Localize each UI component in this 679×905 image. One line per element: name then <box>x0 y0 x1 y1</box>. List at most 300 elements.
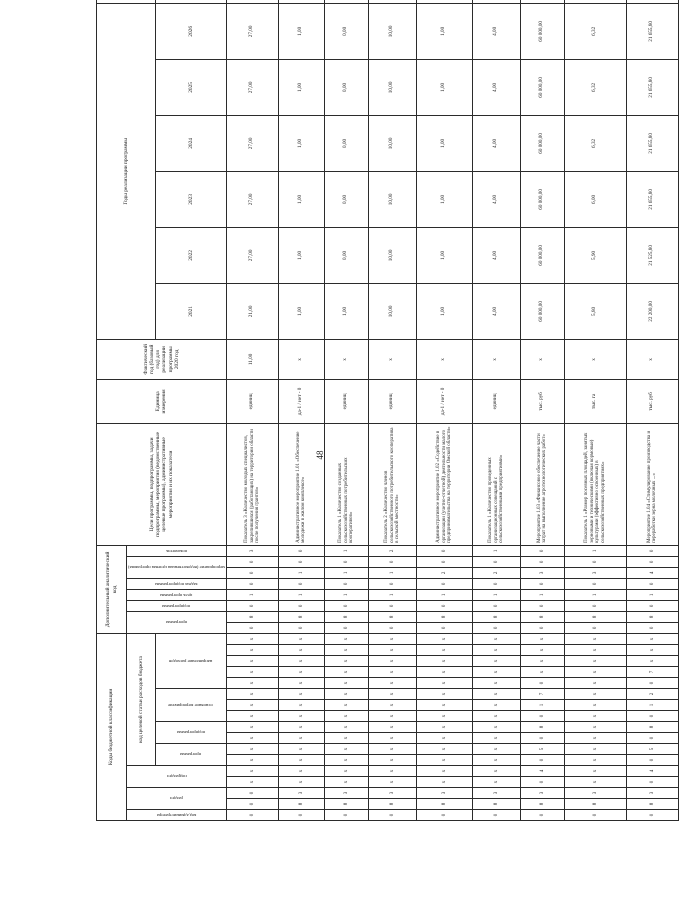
row-year-value: 60 000,00 <box>520 59 564 115</box>
budget-code-cell: 5 <box>626 744 678 755</box>
budget-code-cell: 0 <box>520 755 564 766</box>
year-header: 2024 <box>155 115 226 171</box>
budget-code-cell: x <box>416 711 472 722</box>
budget-code-cell: x <box>472 633 520 644</box>
budget-code-cell: x <box>564 777 626 788</box>
additional-code-cell: 0 <box>626 545 678 556</box>
budget-code-cell: 3 <box>368 788 416 799</box>
additional-code-cell: 1 <box>324 567 368 578</box>
row-name: Показатель 2 «Количество членов сельскохозяйственного потребительского кооператива в сельской местности» <box>368 423 416 545</box>
row-year-value: 1,00 <box>416 115 472 171</box>
document-sheet <box>96 16 658 821</box>
budget-code-cell: 0 <box>520 711 564 722</box>
budget-code-cell: x <box>520 656 564 667</box>
additional-code-cell: 1 <box>472 589 520 600</box>
budget-code-cell: x <box>520 633 564 644</box>
row-year-value: 0,00 <box>324 59 368 115</box>
budget-code-cell: x <box>324 656 368 667</box>
additional-code-cell: 0 <box>278 545 324 556</box>
row-year-value: 60 000,00 <box>520 283 564 339</box>
row-year-value: 1,00 <box>278 171 324 227</box>
row-fact-year-value: x <box>564 339 626 379</box>
budget-code-cell: 0 <box>416 810 472 821</box>
budget-code-cell: x <box>564 667 626 678</box>
additional-code-cell: 1 <box>324 545 368 556</box>
budget-code-cell: x <box>416 766 472 777</box>
unit-column-header: Единица измерения <box>97 379 227 423</box>
budget-code-cell: x <box>226 667 278 678</box>
budget-code-cell: x <box>324 744 368 755</box>
table-row <box>472 0 520 821</box>
additional-code-cell: 1 <box>626 589 678 600</box>
year-header: 2021 <box>155 283 226 339</box>
additional-code-cell: 8 <box>278 611 324 622</box>
program-indicators-table <box>96 0 679 821</box>
page-number: 48 <box>315 450 325 460</box>
row-year-value: 6,00 <box>564 171 626 227</box>
additional-code-cell: 0 <box>520 600 564 611</box>
additional-code-cell: 0 <box>226 578 278 589</box>
additional-code-cell: 0 <box>368 600 416 611</box>
budget-code-cell: 8 <box>520 799 564 810</box>
additional-code-cell: 8 <box>520 611 564 622</box>
budget-code-cell: x <box>278 678 324 689</box>
row-year-value: 0,00 <box>324 115 368 171</box>
budget-code-cell: x <box>368 667 416 678</box>
additional-code-cell: 0 <box>368 578 416 589</box>
row-year-value: 1,00 <box>278 59 324 115</box>
budget-code-cell: x <box>278 777 324 788</box>
table-row <box>368 0 416 821</box>
additional-code-cell: 0 <box>324 600 368 611</box>
budget-code-cell: x <box>564 645 626 656</box>
budget-code-cell: x <box>324 645 368 656</box>
additional-code-cell: 1 <box>324 589 368 600</box>
budget-code-cell: 0 <box>626 711 678 722</box>
budget-code-cell: x <box>564 700 626 711</box>
additional-code-cell: 0 <box>626 556 678 567</box>
additional-code-cell: 0 <box>520 556 564 567</box>
col-header-section: раздел <box>170 796 183 802</box>
row-unit: единиц <box>472 379 520 423</box>
budget-code-cell: 7 <box>626 667 678 678</box>
budget-code-cell: x <box>520 667 564 678</box>
budget-code-cell: x <box>472 678 520 689</box>
additional-code-cell: 8 <box>564 611 626 622</box>
budget-code-cell: x <box>324 700 368 711</box>
table-row <box>278 0 324 821</box>
budget-code-cell: x <box>324 777 368 788</box>
additional-code-cell: 2 <box>368 545 416 556</box>
row-year-value: 10,00 <box>368 59 416 115</box>
row-unit: единиц <box>324 379 368 423</box>
budget-code-cell: 0 <box>564 810 626 821</box>
budget-code-cell: 0 <box>520 810 564 821</box>
additional-code-cell: 3 <box>520 567 564 578</box>
budget-code-cell: x <box>368 678 416 689</box>
col-header-program-goal: цель программы <box>160 592 193 598</box>
row-year-value: 21 525,80 <box>626 227 678 283</box>
row-fact-year-value: x <box>472 339 520 379</box>
additional-code-cell: 0 <box>226 622 278 633</box>
additional-code-cell: 2 <box>416 567 472 578</box>
budget-code-cell: x <box>368 722 416 733</box>
additional-code-cell: 0 <box>226 567 278 578</box>
row-year-value: 4,00 <box>472 3 520 59</box>
budget-code-cell: x <box>564 678 626 689</box>
row-year-value: 21 655,80 <box>626 59 678 115</box>
budget-code-cell: 0 <box>226 810 278 821</box>
row-year-value: 60 000,00 <box>520 3 564 59</box>
row-unit: единиц <box>226 379 278 423</box>
row-year-value: 1,00 <box>416 171 472 227</box>
additional-code-cell: 4 <box>626 567 678 578</box>
row-year-value: 1,00 <box>278 115 324 171</box>
row-year-value: 21 655,80 <box>626 171 678 227</box>
budget-code-cell: x <box>226 633 278 644</box>
row-year-value: 10,00 <box>368 171 416 227</box>
additional-code-cell: 1 <box>278 589 324 600</box>
budget-code-cell: 4 <box>626 766 678 777</box>
row-year-value: 1,00 <box>416 227 472 283</box>
row-unit: тыс. руб <box>520 379 564 423</box>
additional-code-cell: 0 <box>416 545 472 556</box>
budget-code-cell: 7 <box>520 689 564 700</box>
additional-code-cell: 0 <box>520 578 564 589</box>
budget-code-cell: 8 <box>564 799 626 810</box>
budget-code-cell: x <box>368 733 416 744</box>
budget-code-cell: 8 <box>520 722 564 733</box>
years-group-header: Годы реализации программы <box>97 3 156 339</box>
additional-code-cell: 1 <box>564 545 626 556</box>
row-year-value: 27,00 <box>226 59 278 115</box>
additional-code-cell: 8 <box>368 611 416 622</box>
budget-code-cell: x <box>278 722 324 733</box>
budget-code-cell: x <box>324 689 368 700</box>
additional-code-cell: 0 <box>324 556 368 567</box>
budget-code-cell: x <box>564 766 626 777</box>
final-value-column-header <box>97 0 156 3</box>
table-row <box>564 0 626 821</box>
budget-code-cell: 0 <box>626 678 678 689</box>
budget-code-cell: 0 <box>324 810 368 821</box>
row-name: Показатель 1 «Количество проведенных организационных совещаний с сельскохозяйственными предприятиями» <box>472 423 520 545</box>
row-fact-year-value: x <box>324 339 368 379</box>
row-final-value <box>564 0 626 3</box>
row-name: Показатель 1 «Размер посевных площадей, занятых зерновыми и техническими (включая кормовые) культурами (эффективно освоенных) в сельскохозяйственных предприятиях» <box>564 423 626 545</box>
row-year-value: 10,00 <box>368 115 416 171</box>
budget-code-cell: 0 <box>278 810 324 821</box>
budget-code-cell: x <box>324 711 368 722</box>
budget-code-cell: 0 <box>520 733 564 744</box>
col-header-subprogram: подпрограмма <box>162 603 191 609</box>
row-final-value <box>626 0 678 3</box>
row-fact-year-value: x <box>416 339 472 379</box>
row-unit: да-1 / нет - 0 <box>416 379 472 423</box>
row-year-value: 4,00 <box>472 227 520 283</box>
col-header-admin-code: код администратора <box>156 812 197 818</box>
budget-code-cell: x <box>472 689 520 700</box>
additional-code-cell: 8 <box>324 611 368 622</box>
row-year-value: 1,00 <box>324 283 368 339</box>
row-fact-year-value: x <box>368 339 416 379</box>
additional-code-cell: 0 <box>416 556 472 567</box>
budget-code-cell: x <box>226 722 278 733</box>
budget-code-cell: x <box>472 744 520 755</box>
name-column-header: Цели программы, подпрограммы, задачи подпрограммы, мероприятия (ведомственные целевые программы), административные мероприятия и их показатели <box>97 423 227 545</box>
additional-code-cell: 0 <box>324 622 368 633</box>
row-final-value <box>226 0 278 3</box>
row-fact-year-value: x <box>278 339 324 379</box>
budget-code-cell: x <box>564 755 626 766</box>
budget-code-cell: x <box>564 733 626 744</box>
row-year-value: 0,00 <box>324 227 368 283</box>
budget-code-cell: x <box>472 667 520 678</box>
additional-code-cell: 0 <box>472 556 520 567</box>
budget-code-cell: 3 <box>626 788 678 799</box>
row-year-value: 0,00 <box>324 171 368 227</box>
additional-code-cell: 8 <box>416 611 472 622</box>
target-article-header: код целевой статьи расходов бюджета <box>127 633 156 765</box>
budget-code-cell: x <box>278 744 324 755</box>
additional-code-cell: 1 <box>472 545 520 556</box>
additional-code-cell: 0 <box>520 622 564 633</box>
budget-code-cell: 0 <box>520 777 564 788</box>
budget-code-cell: x <box>226 689 278 700</box>
budget-code-cell: x <box>564 744 626 755</box>
additional-code-cell: 0 <box>278 600 324 611</box>
budget-code-cell: x <box>626 633 678 644</box>
additional-code-cell: 0 <box>472 600 520 611</box>
budget-code-cell: 3 <box>278 788 324 799</box>
budget-code-cell: x <box>472 733 520 744</box>
budget-code-cell: x <box>226 766 278 777</box>
col-header-expense-direction: направление расходов <box>169 658 213 664</box>
additional-code-header: Дополнительный аналитический код <box>97 545 127 633</box>
budget-code-cell: x <box>324 733 368 744</box>
row-final-value <box>416 0 472 3</box>
budget-code-cell: 1 <box>626 700 678 711</box>
row-fact-year-value: x <box>520 339 564 379</box>
row-year-value: 1,00 <box>416 3 472 59</box>
row-year-value: 4,00 <box>472 115 520 171</box>
budget-code-cell: x <box>226 656 278 667</box>
budget-code-cell: x <box>416 645 472 656</box>
table-row <box>626 0 678 821</box>
budget-code-cell: 8 <box>626 722 678 733</box>
row-name: Административное мероприятие 1.02 «Содействие в организации (учетно-отчетной) деятельности малого предпринимательства на территории Омской области» <box>416 423 472 545</box>
additional-code-cell: 0 <box>226 600 278 611</box>
budget-code-cell: x <box>278 689 324 700</box>
row-year-value: 10,00 <box>368 3 416 59</box>
table-row <box>324 0 368 821</box>
budget-code-cell: 8 <box>368 799 416 810</box>
budget-code-cell: x <box>564 711 626 722</box>
budget-codes-header: Коды бюджетной классификации <box>97 633 127 820</box>
budget-code-cell: x <box>564 633 626 644</box>
budget-code-cell: x <box>564 656 626 667</box>
row-year-value: 5,80 <box>564 283 626 339</box>
budget-code-cell: x <box>416 733 472 744</box>
budget-code-cell: x <box>416 689 472 700</box>
budget-code-cell: x <box>278 633 324 644</box>
row-year-value: 1,00 <box>416 59 472 115</box>
additional-code-cell: 0 <box>226 556 278 567</box>
row-year-value: 60 000,00 <box>520 227 564 283</box>
additional-code-cell: 8 <box>626 611 678 622</box>
budget-code-cell: x <box>416 700 472 711</box>
additional-code-cell: 0 <box>564 556 626 567</box>
row-name: Мероприятие 1.03 «Финансовое обеспечение части затрат на выполнение агротехнологических работ» <box>520 423 564 545</box>
budget-code-cell: x <box>368 766 416 777</box>
row-name: Показатель 3 «Количество молодых специалистов, закрепившихся (работающих) на территории области после получения грантов» <box>226 423 278 545</box>
col-header-subprogram-task: задача подпрограммы <box>155 581 198 587</box>
budget-code-cell: x <box>278 711 324 722</box>
budget-code-cell: 3 <box>472 788 520 799</box>
budget-code-cell: x <box>472 777 520 788</box>
budget-code-cell: 0 <box>626 755 678 766</box>
table-row <box>416 0 472 821</box>
row-year-value: 27,00 <box>226 115 278 171</box>
year-header: 2025 <box>155 59 226 115</box>
budget-code-cell: x <box>472 766 520 777</box>
row-name: Мероприятие 1.04 «Стимулирование производства и переработки зерна молочных ...» <box>626 423 678 545</box>
additional-code-cell: 3 <box>564 567 626 578</box>
row-year-value: 22 200,00 <box>626 283 678 339</box>
budget-code-cell: x <box>472 645 520 656</box>
budget-code-cell: x <box>324 667 368 678</box>
budget-code-cell: x <box>278 766 324 777</box>
row-name: Административное мероприятие 1.01 «Обеспечение молодежи в жилом комплексе» <box>278 423 324 545</box>
budget-code-cell: x <box>226 678 278 689</box>
budget-code-cell: 0 <box>520 678 564 689</box>
budget-code-cell: x <box>368 744 416 755</box>
row-final-value <box>278 0 324 3</box>
budget-code-cell: 8 <box>472 799 520 810</box>
row-year-value: 4,00 <box>472 59 520 115</box>
additional-code-cell: 0 <box>416 622 472 633</box>
budget-code-cell: x <box>472 711 520 722</box>
additional-code-cell: 1 <box>564 589 626 600</box>
additional-code-cell: 0 <box>278 556 324 567</box>
row-year-value: 6,32 <box>564 115 626 171</box>
row-year-value: 4,00 <box>472 283 520 339</box>
budget-code-cell: 2 <box>626 689 678 700</box>
budget-code-cell: x <box>416 722 472 733</box>
budget-code-cell: x <box>278 667 324 678</box>
row-year-value: 21 655,80 <box>626 115 678 171</box>
table-row <box>520 0 564 821</box>
additional-code-cell: 0 <box>564 600 626 611</box>
col-header-main-measure: основное мероприятие <box>168 702 214 708</box>
row-year-value: 4,00 <box>472 171 520 227</box>
additional-code-cell: 0 <box>416 600 472 611</box>
additional-code-cell: 0 <box>520 545 564 556</box>
row-final-value <box>520 0 564 3</box>
col-header-indicator: показатель <box>165 548 188 554</box>
additional-code-cell: 0 <box>626 600 678 611</box>
budget-code-cell: x <box>416 633 472 644</box>
budget-code-cell: 0 <box>472 810 520 821</box>
budget-code-cell: x <box>226 700 278 711</box>
year-header: 2023 <box>155 171 226 227</box>
budget-code-cell: x <box>324 755 368 766</box>
budget-code-cell: 5 <box>520 744 564 755</box>
additional-code-cell: 1 <box>226 589 278 600</box>
budget-code-cell: x <box>278 733 324 744</box>
row-final-value <box>472 0 520 3</box>
year-header: 2026 <box>155 3 226 59</box>
additional-code-cell: 0 <box>416 578 472 589</box>
budget-code-cell: x <box>324 722 368 733</box>
additional-code-cell: 0 <box>626 578 678 589</box>
budget-code-cell: 3 <box>416 788 472 799</box>
budget-code-cell: x <box>416 755 472 766</box>
budget-code-cell: x <box>472 755 520 766</box>
additional-code-cell: 0 <box>472 622 520 633</box>
budget-code-cell: x <box>278 700 324 711</box>
row-year-value: 1,00 <box>278 3 324 59</box>
budget-code-cell: x <box>278 755 324 766</box>
budget-code-cell: 0 <box>226 788 278 799</box>
budget-code-cell: x <box>324 633 368 644</box>
row-unit: тыс. руб <box>626 379 678 423</box>
row-year-value: 60 000,00 <box>520 115 564 171</box>
budget-code-cell: 8 <box>324 799 368 810</box>
row-fact-year-value: x <box>626 339 678 379</box>
row-year-value: 1,00 <box>416 283 472 339</box>
row-year-value: 6,32 <box>564 59 626 115</box>
budget-code-cell: x <box>278 645 324 656</box>
budget-code-cell: x <box>368 755 416 766</box>
row-fact-year-value: 11,00 <box>226 339 278 379</box>
row-year-value: 10,00 <box>368 227 416 283</box>
budget-code-cell: x <box>626 645 678 656</box>
row-unit: единиц <box>368 379 416 423</box>
budget-code-cell: x <box>472 722 520 733</box>
budget-code-cell: 1 <box>520 700 564 711</box>
additional-code-cell: 8 <box>226 611 278 622</box>
col-header-program: программа <box>165 620 188 626</box>
additional-code-cell: 0 <box>472 578 520 589</box>
col-header-subprogram-code: подпрограмма <box>176 730 205 736</box>
budget-code-cell: x <box>564 722 626 733</box>
budget-code-cell: x <box>416 656 472 667</box>
budget-code-cell: x <box>324 678 368 689</box>
row-name: Показатель 1 «Количество созданных сельскохозяйственных потребительских кооперативов» <box>324 423 368 545</box>
col-header-subsection: подраздел <box>166 774 187 780</box>
additional-code-cell: 1 <box>520 589 564 600</box>
additional-code-cell: 0 <box>324 578 368 589</box>
budget-code-cell: x <box>226 711 278 722</box>
budget-code-cell: 0 <box>626 777 678 788</box>
additional-code-cell: 0 <box>278 578 324 589</box>
budget-code-cell: x <box>416 744 472 755</box>
budget-code-cell: x <box>226 777 278 788</box>
budget-code-cell: x <box>226 744 278 755</box>
additional-code-cell: 1 <box>278 567 324 578</box>
budget-code-cell: x <box>368 711 416 722</box>
budget-code-cell: x <box>324 766 368 777</box>
additional-code-cell: 3 <box>226 545 278 556</box>
row-year-value: 21 655,80 <box>626 3 678 59</box>
budget-code-cell: x <box>416 678 472 689</box>
budget-code-cell: 0 <box>226 799 278 810</box>
additional-code-cell: 0 <box>368 622 416 633</box>
additional-code-cell: 1 <box>368 567 416 578</box>
row-year-value: 10,00 <box>368 283 416 339</box>
budget-code-cell: x <box>368 700 416 711</box>
